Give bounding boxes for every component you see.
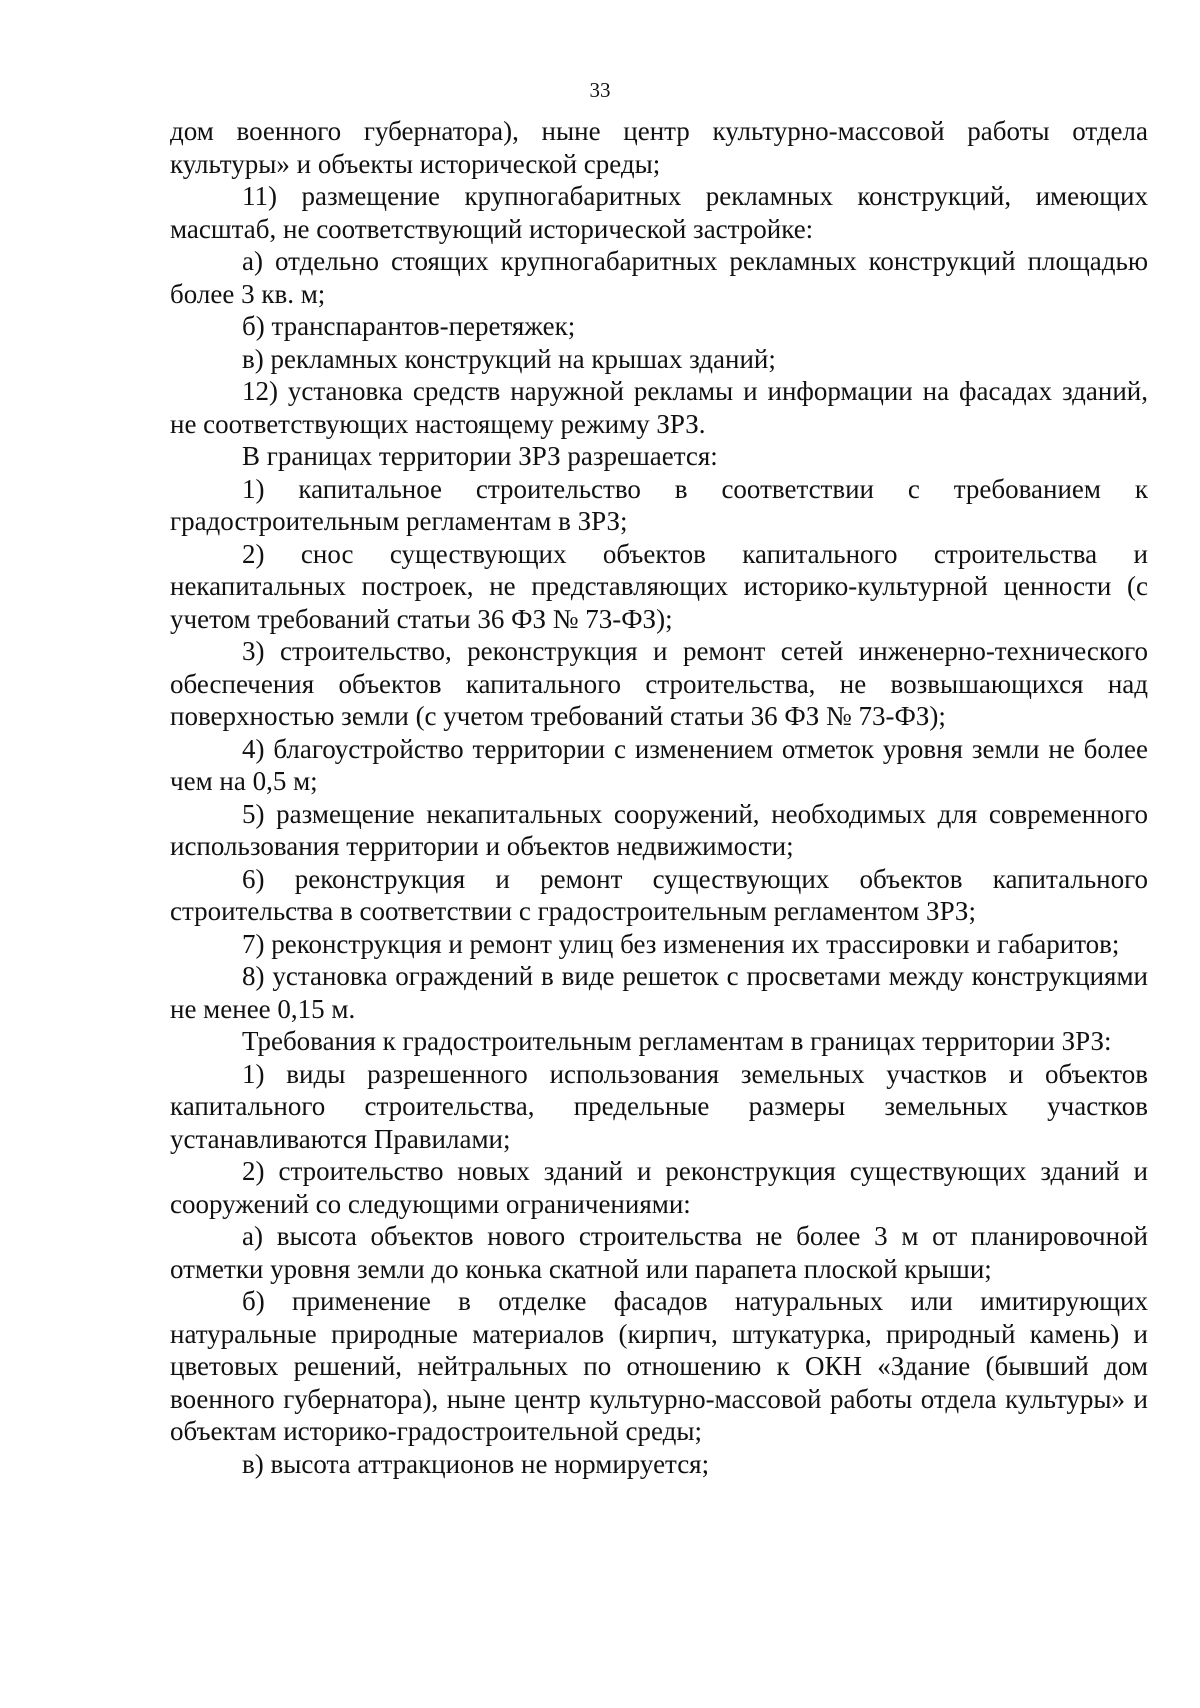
paragraph: б) применение в отделке фасадов натуральных или имитирующих натуральные природные материалов (кирпич, штукатурка, природный камень) и цветовых решений, нейтральных по отношению к ОКН «Здание (бывший дом военного губернатора), ныне центр культурно-массовой работы отдела культуры» и объектам историко-градостроительной среды; <box>170 1286 1148 1446</box>
paragraph: в) рекламных конструкций на крышах зданий; <box>242 343 776 374</box>
paragraph: 2) снос существующих объектов капитального строительства и некапитальных построек, не представляющих историко-культурной ценности (с учетом требований статьи 36 ФЗ № 73-ФЗ); <box>170 538 1148 634</box>
paragraph: 5) размещение некапитальных сооружений, необходимых для современного использования территории и объектов недвижимости; <box>170 798 1148 861</box>
paragraph: дом военного губернатора), ныне центр культурно-массовой работы отдела культуры» и объекты исторической среды; <box>170 116 1148 179</box>
paragraph: 4) благоустройство территории с изменением отметок уровня земли не более чем на 0,5 м; <box>170 733 1148 796</box>
paragraph: 1) виды разрешенного использования земельных участков и объектов капитального строительства, предельные размеры земельных участков устанавливаются Правилами; <box>170 1058 1148 1154</box>
paragraph: а) отдельно стоящих крупногабаритных рекламных конструкций площадью более 3 кв. м; <box>170 246 1148 309</box>
paragraph: 3) строительство, реконструкция и ремонт сетей инженерно-технического обеспечения объектов капитального строительства, не возвышающихся над поверхностью земли (с учетом требований статьи 36 ФЗ № 73-ФЗ); <box>170 636 1148 731</box>
paragraph: 11) размещение крупногабаритных рекламных конструкций, имеющих масштаб, не соответствующий исторической застройке: <box>170 181 1148 244</box>
paragraph: 7) реконструкция и ремонт улиц без изменения их трассировки и габаритов; <box>242 928 1120 959</box>
paragraph: в) высота аттракционов не нормируется; <box>242 1448 710 1479</box>
paragraph: Требования к градостроительным регламентам в границах территории ЗРЗ: <box>242 1026 1112 1056</box>
document-body <box>170 115 1148 1480</box>
paragraph: 2) строительство новых зданий и реконструкция существующих зданий и сооружений со следующими ограничениями: <box>170 1156 1148 1219</box>
paragraph: 8) установка ограждений в виде решеток с просветами между конструкциями не менее 0,15 м. <box>170 961 1148 1024</box>
page-number: 33 <box>589 78 611 102</box>
paragraph: В границах территории ЗРЗ разрешается: <box>242 441 718 471</box>
paragraph: а) высота объектов нового строительства не более 3 м от планировочной отметки уровня земли до конька скатной или парапета плоской крыши; <box>170 1221 1148 1284</box>
paragraph: б) транспарантов-перетяжек; <box>242 311 576 341</box>
paragraph: 6) реконструкция и ремонт существующих объектов капитального строительства в соответствии с градостроительным регламентом ЗРЗ; <box>170 863 1148 926</box>
paragraph: 12) установка средств наружной рекламы и информации на фасадах зданий, не соответствующих настоящему режиму ЗРЗ. <box>170 376 1148 439</box>
paragraph: 1) капитальное строительство в соответствии с требованием к градостроительным регламентам в ЗРЗ; <box>170 473 1148 536</box>
